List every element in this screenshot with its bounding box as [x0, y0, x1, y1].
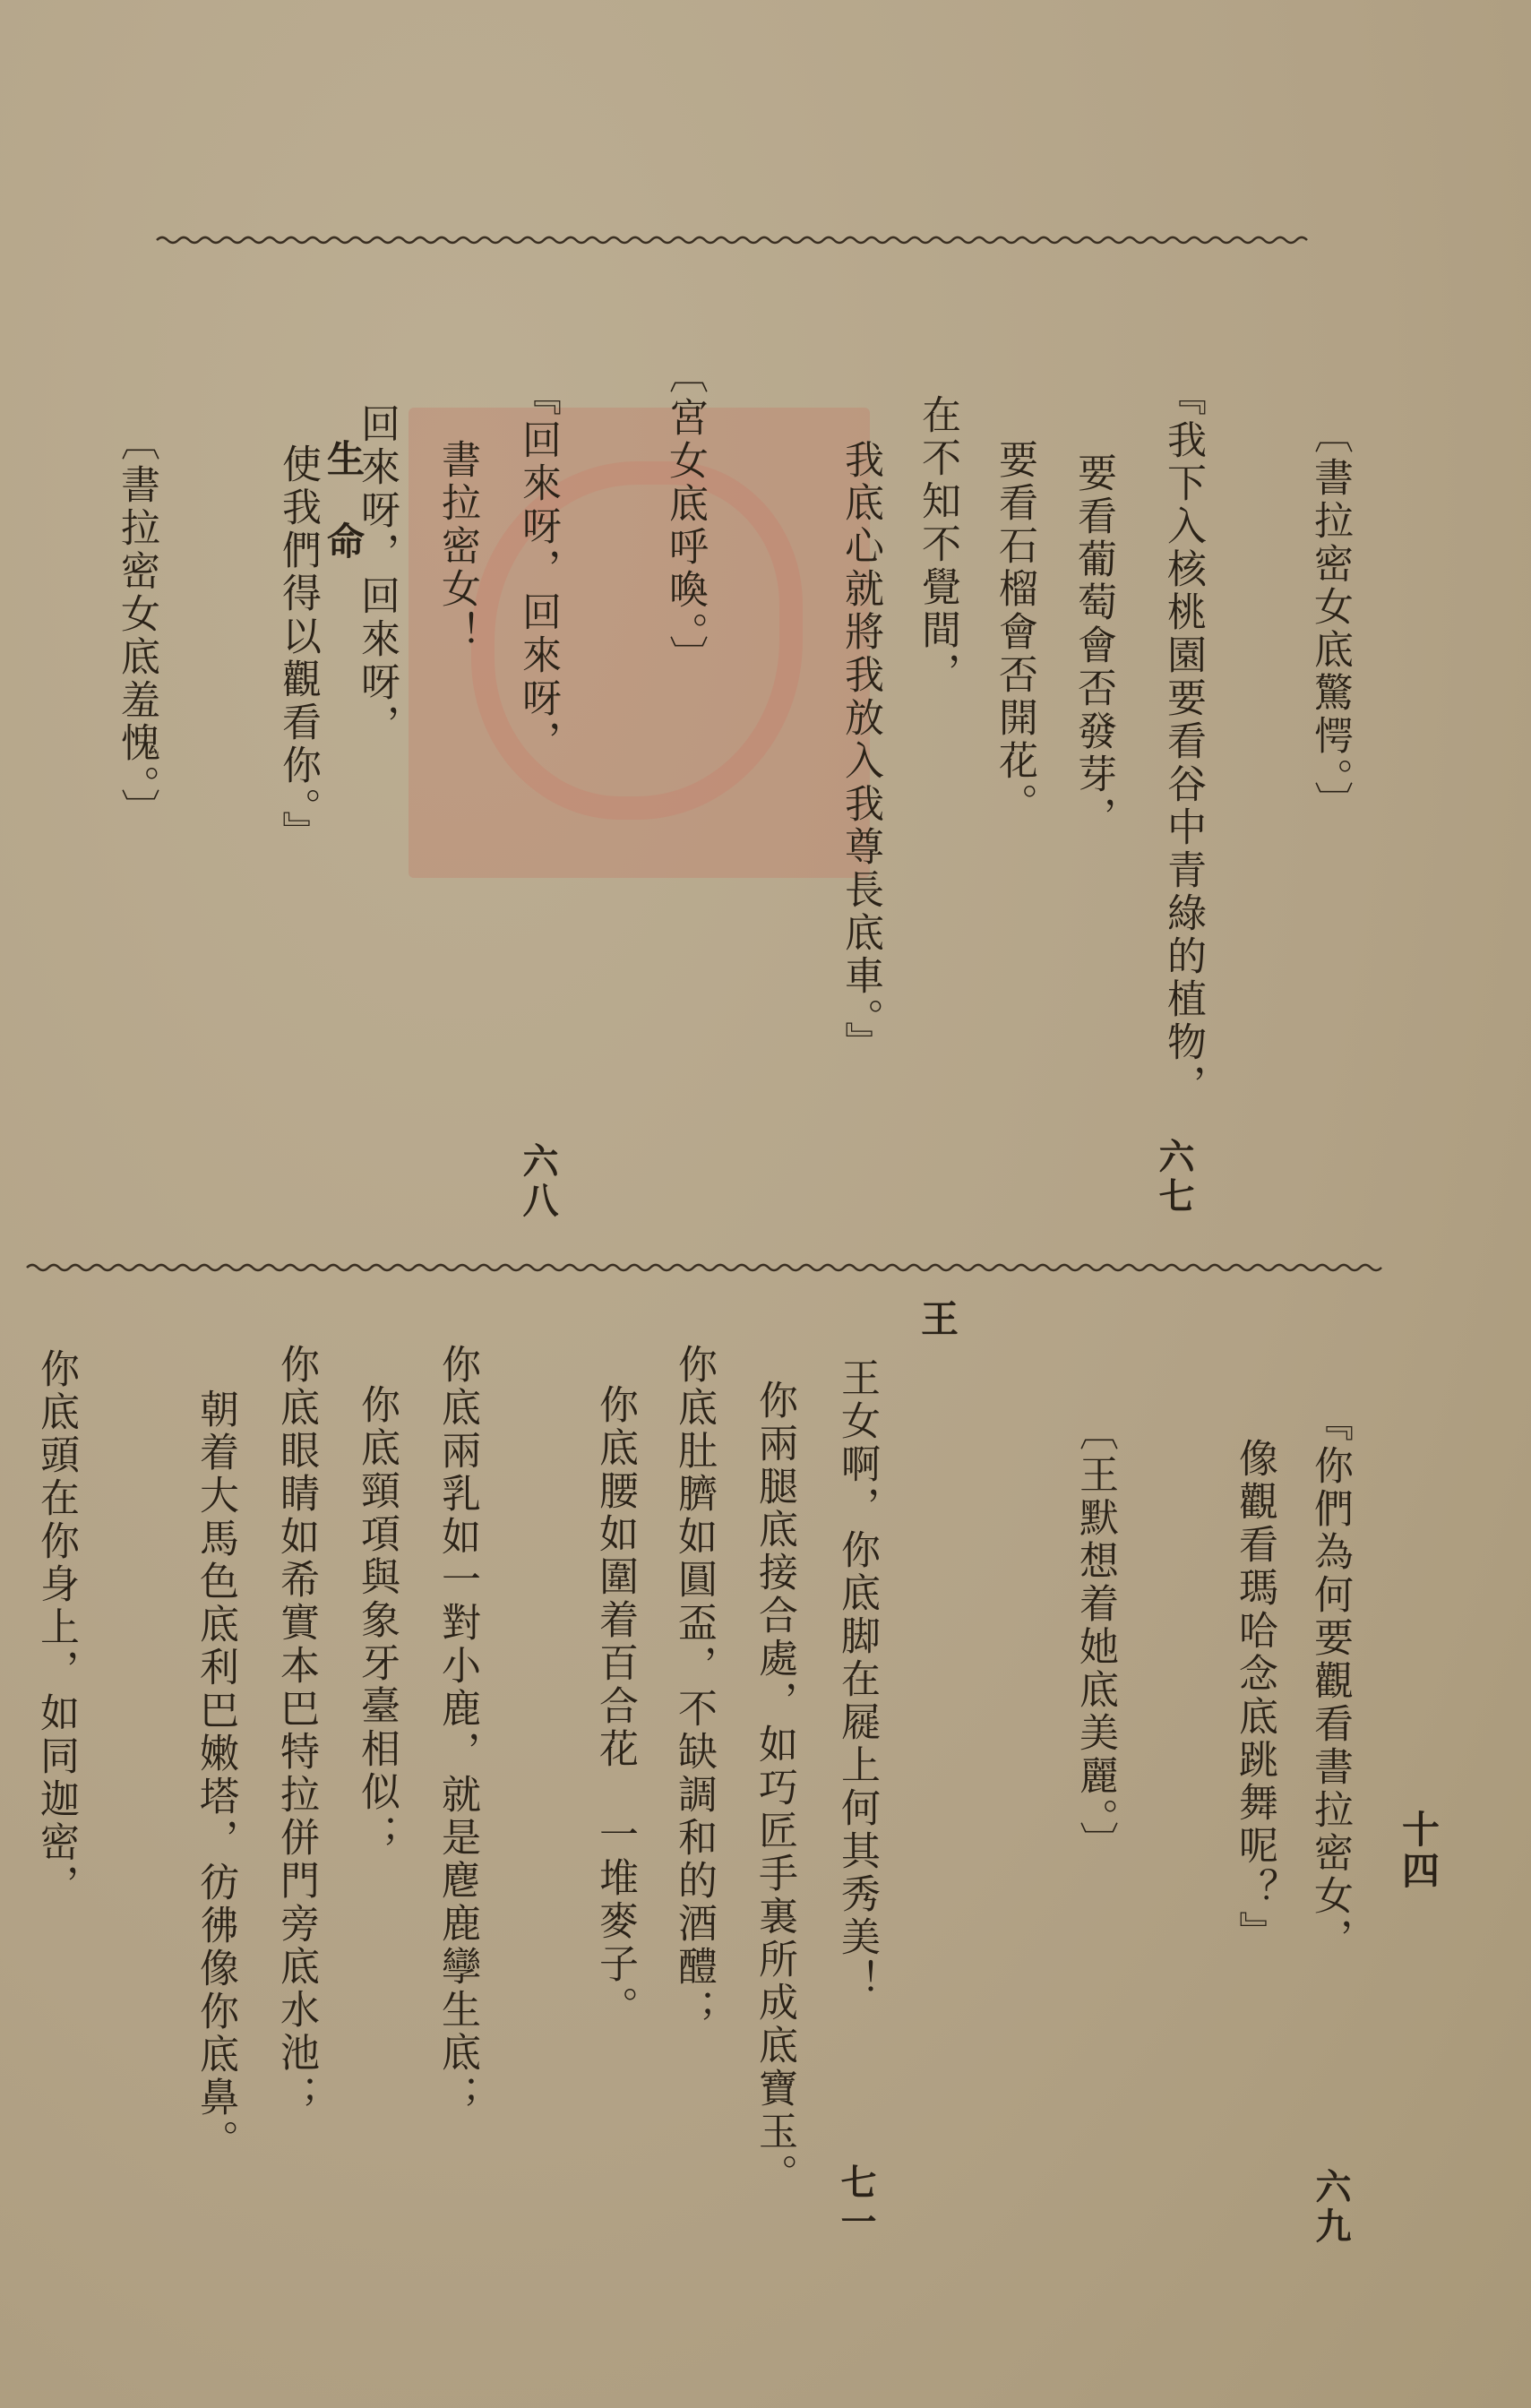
verse-line: 在不知不覺間， — [915, 394, 960, 695]
verse-line: 〔書拉密女底羞愧。〕 — [114, 421, 159, 831]
running-title-bottom: 王 — [916, 1299, 959, 1340]
verse-line: 『回來呀，回來呀， — [515, 376, 561, 763]
verse-line: 『你們為何要觀看書拉密女， — [1307, 1402, 1353, 1961]
verse-line: 〔書拉密女底驚愕。〕 — [1307, 414, 1353, 824]
verse-line: 你底肚臍如圓盃，不缺調和的酒醴； — [671, 1344, 717, 2032]
verse-line: 要看石榴會否開花。 — [992, 439, 1037, 826]
verse-number-68: 六八 — [517, 1142, 559, 1221]
page-number: 十四 — [1397, 1810, 1441, 1892]
verse-line: 你底頸項與象牙臺相似； — [354, 1384, 400, 1857]
verse-line: 你底兩乳如一對小鹿，就是麀鹿孿生底； — [434, 1344, 480, 2118]
verse-line: 王女啊，你底脚在屣上何其秀美！ — [834, 1357, 880, 2002]
verse-number-69: 六九 — [1310, 2168, 1352, 2247]
verse-line: 書拉密女！ — [434, 439, 480, 654]
verse-line: 回來呀，回來呀， — [354, 403, 400, 747]
verse-line: 〔宮女底呼喚。〕 — [662, 354, 708, 678]
verse-line: 『我下入核桃園要看谷中青綠的植物， — [1160, 376, 1206, 1107]
verse-line: 你底眼睛如希實本巴特拉併門旁底水池； — [273, 1344, 319, 2118]
running-title-top: 生 命 — [322, 439, 366, 563]
verse-line: 你底頭在你身上，如同迦密， — [33, 1348, 79, 1907]
verse-line: 你底腰如圍着百合花 一堆麥子。 — [592, 1384, 638, 2029]
verse-line: 〔王默想着她底美麗。〕 — [1072, 1411, 1118, 1864]
verse-line: 你兩腿底接合處，如巧匠手裏所成底寶玉。 — [752, 1380, 797, 2197]
verse-number-67: 六七 — [1153, 1138, 1195, 1217]
verse-line: 我底心就將我放入我尊長底車。』 — [838, 439, 883, 1064]
verse-line: 像觀看瑪哈念底跳舞呢？』 — [1232, 1438, 1277, 1954]
verse-line: 要看葡萄會否發芽， — [1071, 452, 1116, 839]
verse-line: 使我們得以觀看你。』 — [275, 443, 321, 854]
verse-line: 朝着大馬色底利巴嫩塔，彷彿像你底鼻。 — [193, 1389, 238, 2163]
verse-number-71: 七一 — [835, 2163, 877, 2242]
middle-wavy-divider — [0, 1259, 1531, 1277]
top-wavy-divider — [0, 231, 1531, 249]
